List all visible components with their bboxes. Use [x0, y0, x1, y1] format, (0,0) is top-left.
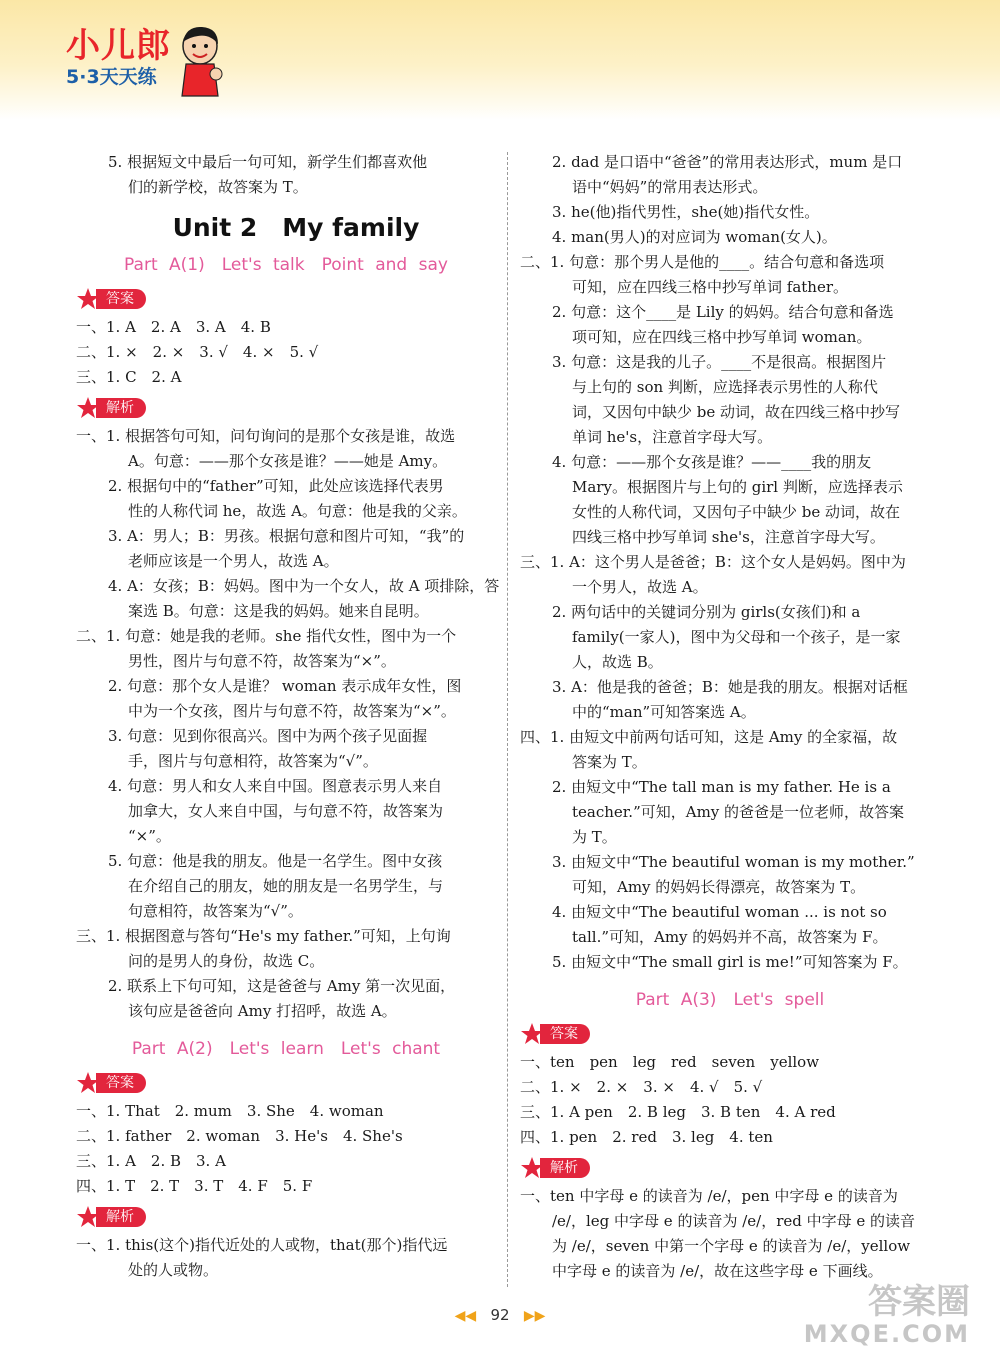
analysis-line: 男性，图片与句意不符，故答案为“×”。	[128, 652, 396, 670]
part1-answers	[76, 315, 496, 390]
right-column	[520, 150, 940, 1284]
unit-title: Unit 2 My family	[172, 213, 420, 242]
analysis-line: 5. 由短文中“The small girl is me!”可知答案为 F。	[552, 953, 908, 971]
watermark-url: MXQE.COM	[803, 1320, 970, 1348]
analysis-line: 处的人或物。	[128, 1261, 219, 1279]
analysis-line: 2. 由短文中“The tall man is my father. He is a	[552, 778, 891, 796]
intro-line: 们的新学校，故答案为 T。	[128, 178, 308, 196]
analysis-line: 4. 句意：男人和女人来自中国。图意表示男人来自	[108, 777, 443, 795]
analysis-line: 2. 联系上下句可知，这是爸爸与 Amy 第一次见面，	[108, 977, 456, 995]
analysis-line: 一、1. this(这个)指代近处的人或物，that(那个)指代远	[76, 1236, 448, 1254]
analysis-line: Mary。根据图片与上句的 girl 判断，应选择表示	[572, 478, 903, 496]
part2-answers	[76, 1099, 496, 1199]
answer-line: 二、1. father 2. woman 3. He's 4. She's	[76, 1127, 403, 1145]
analysis-line: 为 /e/，seven 中第一个字母 e 的读音为 /e/，yellow	[552, 1237, 911, 1255]
answer-label: 答案	[96, 1073, 146, 1093]
analysis-badge	[76, 396, 146, 420]
analysis-line: 4. A：女孩；B：妈妈。图中为一个女人，故 A 项排除，答	[108, 577, 500, 595]
analysis-line: 性的人称代词 he，故选 A。句意：他是我的父亲。	[128, 502, 467, 520]
analysis-line: 3. A：他是我的爸爸；B：她是我的朋友。根据对话框	[552, 678, 908, 696]
brand-logo	[66, 28, 171, 88]
analysis-line: 3. 句意：见到你很高兴。图中为两个孩子见面握	[108, 727, 428, 745]
analysis-badge	[76, 1205, 146, 1229]
part-title: Part A(3) Let's spell	[635, 990, 825, 1010]
analysis-line: 4. man(男人)的对应词为 woman(女人)。	[552, 228, 837, 246]
answer-line: 二、1. × 2. × 3. √ 4. × 5. √	[76, 343, 319, 361]
analysis-line: 与上句的 son 判断，应选择表示男性的人称代	[572, 378, 878, 396]
answer-line: 三、1. A 2. B 3. A	[76, 1152, 226, 1170]
analysis-line: 为 T。	[572, 828, 617, 846]
analysis-line: 3. 句意：这是我的儿子。____不是很高。根据图片	[552, 353, 887, 371]
answer-label: 答案	[540, 1024, 590, 1044]
analysis-line: 三、1. A：这个男人是爸爸；B：这个女人是妈妈。图中为	[520, 553, 906, 571]
analysis-line: 三、1. 根据图意与答句“He's my father.”可知，上句询	[76, 927, 451, 945]
analysis-badge	[520, 1156, 590, 1180]
part-title: Part A(1) Let's talk Point and say	[124, 255, 448, 275]
analysis-label: 解析	[96, 398, 146, 418]
column-divider	[507, 152, 508, 1287]
analysis-line: A。句意：——那个女孩是谁？——她是 Amy。	[128, 452, 448, 470]
answer-line: 三、1. C 2. A	[76, 368, 182, 386]
analysis-line: 词，又因句中缺少 be 动词，故在四线三格中抄写	[572, 403, 901, 421]
watermark	[804, 1283, 970, 1347]
logo-title: 小儿郎	[66, 26, 171, 66]
analysis-line: 2. 句意：那个女人是谁？ woman 表示成年女性，图	[108, 677, 462, 695]
analysis-line: 3. 由短文中“The beautiful woman is my mother.”	[552, 853, 915, 871]
analysis-line: tall.”可知，Amy 的妈妈并不高，故答案为 F。	[572, 928, 888, 946]
part3-answers	[520, 1050, 940, 1150]
analysis-line: “×”。	[128, 827, 171, 845]
answer-line: 四、1. T 2. T 3. T 4. F 5. F	[76, 1177, 313, 1195]
analysis-line: 中为一个女孩，图片与句意不符，故答案为“×”。	[128, 702, 456, 720]
watermark-text: 答案圈	[868, 1282, 970, 1322]
analysis-line: 句意相符，故答案为“√”。	[128, 902, 303, 920]
analysis-line: 该句应是爸爸向 Amy 打招呼，故选 A。	[128, 1002, 397, 1020]
answer-badge	[76, 287, 146, 311]
page-number: 92	[490, 1306, 510, 1324]
analysis-line: 加拿大，女人来自中国，与句意不符，故答案为	[128, 802, 444, 820]
answer-line: 四、1. pen 2. red 3. leg 4. ten	[520, 1128, 773, 1146]
intro-line: 5. 根据短文中最后一句可知，新学生们都喜欢他	[108, 153, 428, 171]
analysis-line: 女性的人称代词，又因句子中缺少 be 动词，故在	[572, 503, 901, 521]
analysis-line: 二、1. 句意：她是我的老师。she 指代女性，图中为一个	[76, 627, 457, 645]
answer-line: 一、1. A 2. A 3. A 4. B	[76, 318, 271, 336]
analysis-line: 2. dad 是口语中“爸爸”的常用表达形式，mum 是口	[552, 153, 903, 171]
analysis-line: 一、1. 根据答句可知，问句询问的是那个女孩是谁，故选	[76, 427, 456, 445]
analysis-line: 手，图片与句意相符，故答案为“√”。	[128, 752, 378, 770]
analysis-line: 4. 句意：——那个女孩是谁？——____我的朋友	[552, 453, 872, 471]
logo-subtitle: 5·3天天练	[66, 66, 157, 88]
analysis-line: 项可知，应在四线三格中抄写单词 woman。	[572, 328, 872, 346]
answer-badge	[520, 1022, 590, 1046]
answer-line: 二、1. × 2. × 3. × 4. √ 5. √	[520, 1078, 763, 1096]
continued-analysis	[520, 150, 940, 975]
analysis-line: 二、1. 句意：那个男人是他的____。结合句意和备选项	[520, 253, 885, 271]
analysis-line: 中字母 e 的读音为 /e/，故在这些字母 e 下画线。	[552, 1262, 883, 1280]
analysis-line: family(一家人)，图中为父母和一个孩子，是一家	[572, 628, 901, 646]
analysis-line: 问的是男人的身份，故选 C。	[128, 952, 325, 970]
part-title: Part A(2) Let's learn Let's chant	[131, 1039, 441, 1059]
analysis-line: 4. 由短文中“The beautiful woman ... is not so	[552, 903, 887, 921]
analysis-label: 解析	[540, 1158, 590, 1178]
left-column	[76, 150, 500, 1283]
analysis-line: 单词 he's，注意首字母大写。	[572, 428, 773, 446]
analysis-line: 一、ten 中字母 e 的读音为 /e/，pen 中字母 e 的读音为	[520, 1187, 898, 1205]
analysis-line: 可知，Amy 的妈妈长得漂亮，故答案为 T。	[572, 878, 866, 896]
analysis-line: 答案为 T。	[572, 753, 647, 771]
prev-arrows-icon: ◀◀	[454, 1308, 477, 1324]
answer-badge	[76, 1071, 146, 1095]
answer-line: 一、1. That 2. mum 3. She 4. woman	[76, 1102, 384, 1120]
analysis-line: 2. 句意：这个____是 Lily 的妈妈。结合句意和备选	[552, 303, 894, 321]
analysis-line: 2. 两句话中的关键词分别为 girls(女孩们)和 a	[552, 603, 861, 621]
analysis-line: 3. he(他)指代男性，she(她)指代女性。	[552, 203, 820, 221]
analysis-line: 可知，应在四线三格中抄写单词 father。	[572, 278, 849, 296]
analysis-line: 语中“妈妈”的常用表达形式。	[572, 178, 768, 196]
analysis-line: 四、1. 由短文中前两句话可知，这是 Amy 的全家福，故	[520, 728, 898, 746]
answer-line: 一、ten pen leg red seven yellow	[520, 1053, 820, 1071]
analysis-line: 在介绍自己的朋友，她的朋友是一名男学生，与	[128, 877, 444, 895]
analysis-line: /e/，leg 中字母 e 的读音为 /e/，red 中字母 e 的读音	[552, 1212, 916, 1230]
analysis-line: 人，故选 B。	[572, 653, 663, 671]
analysis-line: 案选 B。句意：这是我的妈妈。她来自昆明。	[128, 602, 429, 620]
analysis-line: 中的“man”可知答案选 A。	[572, 703, 756, 721]
analysis-line: 5. 句意：他是我的朋友。他是一名学生。图中女孩	[108, 852, 443, 870]
analysis-label: 解析	[96, 1207, 146, 1227]
answer-line: 三、1. A pen 2. B leg 3. B ten 4. A red	[520, 1103, 836, 1121]
part1-analysis	[76, 424, 500, 1024]
answer-label: 答案	[96, 289, 146, 309]
analysis-line: 四线三格中抄写单词 she's，注意首字母大写。	[572, 528, 885, 546]
part3-analysis	[520, 1184, 940, 1284]
analysis-line: 老师应该是一个男人，故选 A。	[128, 552, 339, 570]
analysis-line: 一个男人，故选 A。	[572, 578, 708, 596]
analysis-line: 3. A：男人；B：男孩。根据句意和图片可知，“我”的	[108, 527, 465, 545]
part2-analysis	[76, 1233, 496, 1283]
next-arrows-icon: ▶▶	[523, 1308, 546, 1324]
analysis-line: 2. 根据句中的“father”可知，此处应该选择代表男	[108, 477, 444, 495]
mascot-boy-icon	[176, 24, 224, 100]
analysis-line: teacher.”可知，Amy 的爸爸是一位老师，故答案	[572, 803, 905, 821]
